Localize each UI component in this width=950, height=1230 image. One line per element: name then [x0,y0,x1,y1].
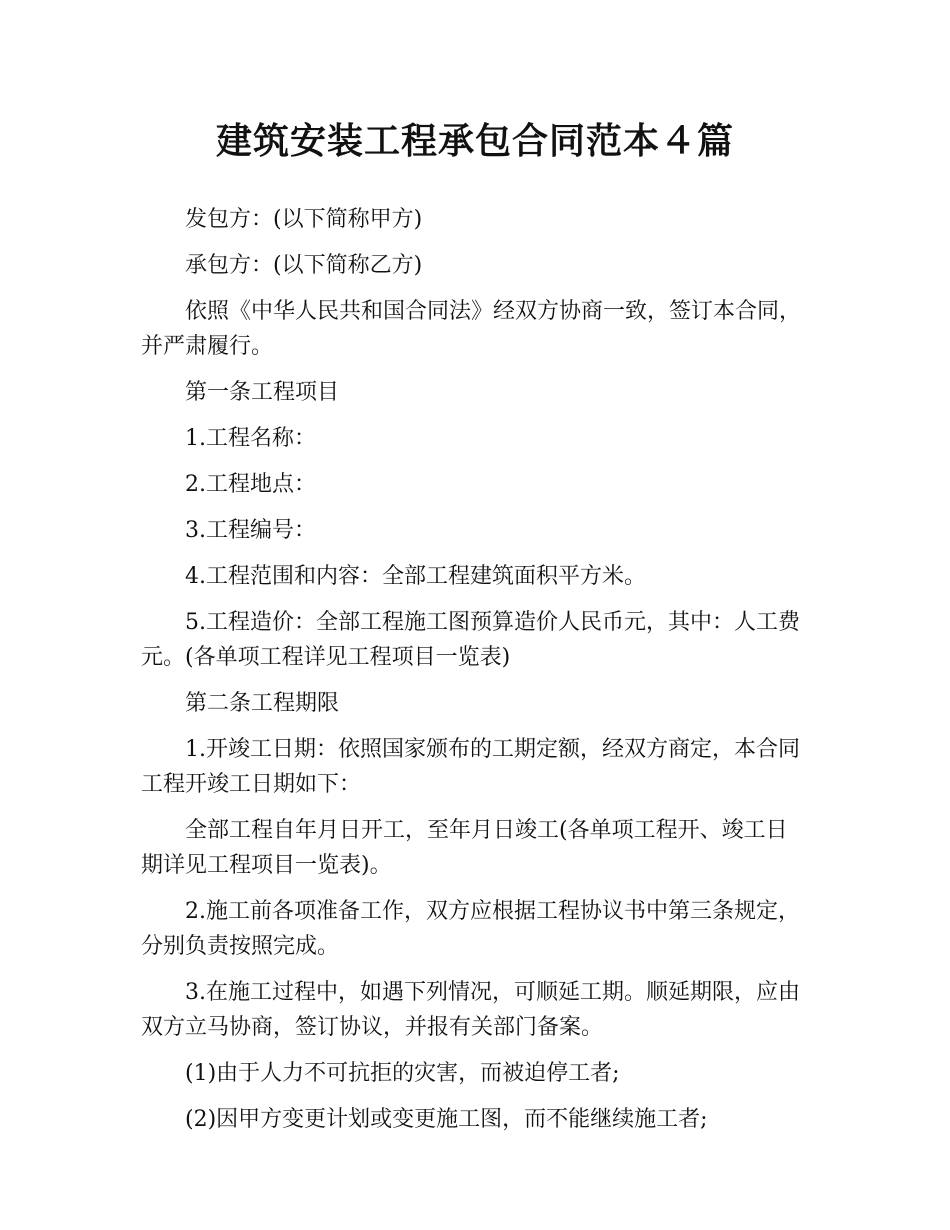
document-body [141,202,809,1148]
paragraph-project-name: 1.工程名称： [185,426,316,451]
paragraph-project-number: 3.工程编号： [185,518,316,543]
paragraph-plan-change: (2)因甲方变更计划或变更施工图，而不能继续施工者; [185,1107,708,1132]
article-1-heading: 第一条工程项目 [185,380,340,405]
paragraph-employer: 发包方：(以下简称甲方) [185,207,423,232]
article-2-heading: 第二条工程期限 [185,691,340,716]
paragraph-schedule: 全部工程自年月日开工，至年月日竣工(各单项工程开、竣工日期详见工程项目一览表)。 [141,818,788,878]
paragraph-preamble: 依照《中华人民共和国合同法》经双方协商一致，签订本合同，并严肃履行。 [141,299,802,359]
paragraph-contractor: 承包方：(以下简称乙方) [185,253,423,278]
paragraph-start-completion: 1.开竣工日期：依照国家颁布的工期定额，经双方商定，本合同工程开竣工日期如下： [141,737,800,797]
paragraph-project-location: 2.工程地点： [185,472,316,497]
paragraph-extension: 3.在施工过程中，如遇下列情况，可顺延工期。顺延期限，应由双方立马协商，签订协议，并报有关部门备案。 [141,980,800,1040]
document-title: 建筑安装工程承包合同范本４篇 [215,121,734,162]
paragraph-force-majeure: (1)由于人力不可抗拒的灾害，而被迫停工者; [185,1061,620,1086]
paragraph-preparation: 2.施工前各项准备工作，双方应根据工程协议书中第三条规定，分别负责按照完成。 [141,899,800,959]
paragraph-project-scope: 4.工程范围和内容：全部工程建筑面积平方米。 [185,564,646,589]
paragraph-project-cost: 5.工程造价：全部工程施工图预算造价人民币元，其中：人工费元。(各单项工程详见工程项目一览表) [141,610,800,670]
